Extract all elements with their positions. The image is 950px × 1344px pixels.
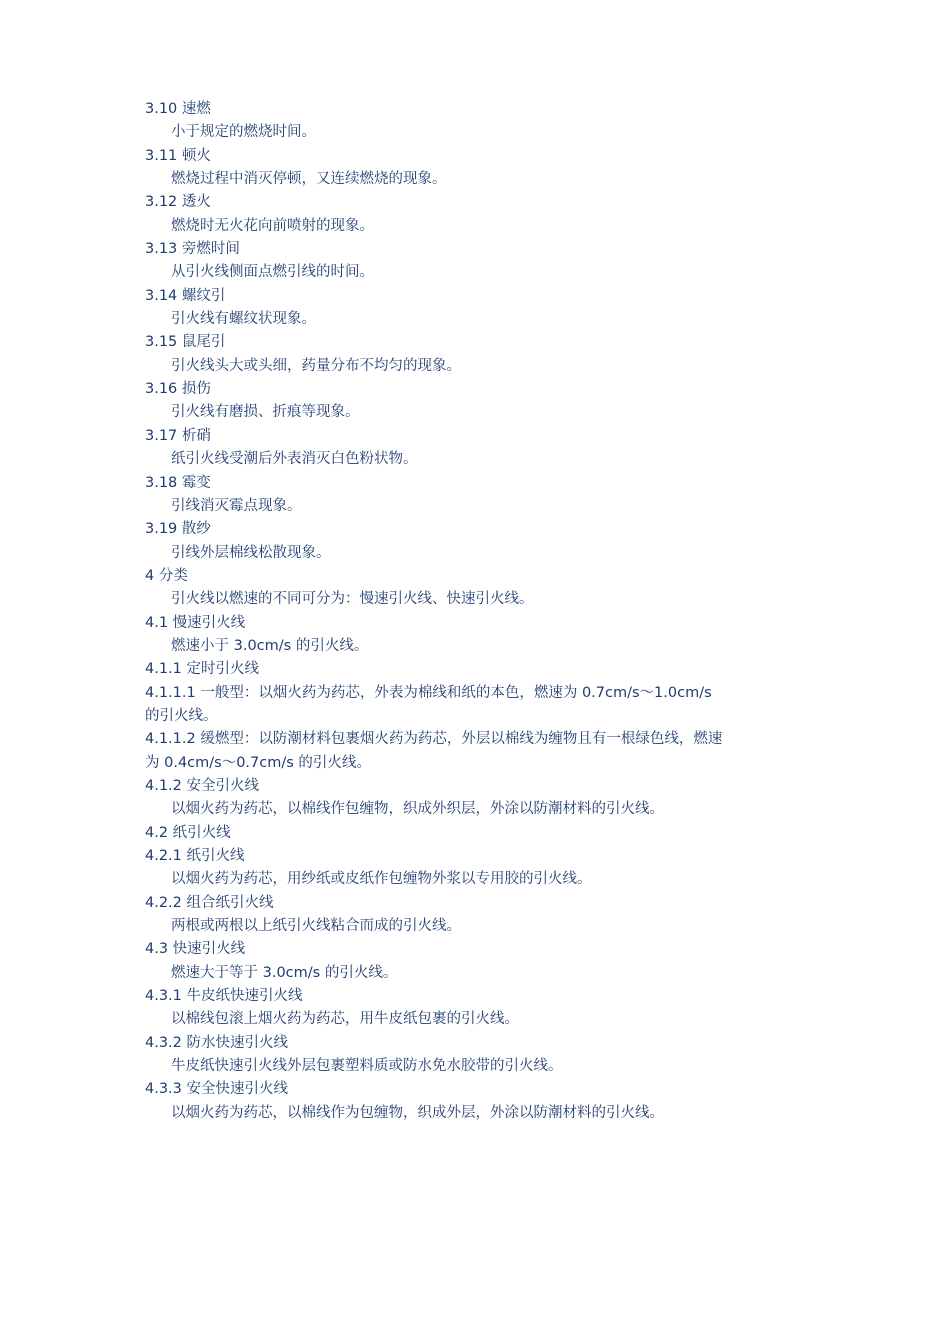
section-heading: 3.15 鼠尾引 bbox=[145, 334, 226, 351]
definition-text: 两根或两根以上纸引火线粘合而成的引火线。 bbox=[171, 918, 461, 935]
definition-text: 燃速大于等于 3.0cm/s 的引火线。 bbox=[171, 964, 398, 981]
section-heading: 4.1.1.1 一般型：以烟火药为药芯，外表为棉线和纸的本色，燃速为 0.7cm/s～1.0cm/s bbox=[145, 684, 712, 701]
definition-text: 引线消灭霉点现象。 bbox=[171, 497, 302, 514]
section-heading: 4.2.2 组合纸引火线 bbox=[145, 894, 274, 911]
definition-text: 引火线有磨损、折痕等现象。 bbox=[171, 404, 360, 421]
section-heading: 4.3.1 牛皮纸快速引火线 bbox=[145, 988, 303, 1005]
section-heading: 4.2 纸引火线 bbox=[145, 824, 231, 841]
section-heading: 3.12 透火 bbox=[145, 194, 211, 211]
definition-text: 从引火线侧面点燃引线的时间。 bbox=[171, 264, 374, 281]
section-heading: 4.1.1 定时引火线 bbox=[145, 661, 260, 678]
section-heading: 的引火线。 bbox=[145, 707, 218, 724]
section-heading: 3.18 霉变 bbox=[145, 474, 211, 491]
section-heading: 4.3.3 安全快速引火线 bbox=[145, 1081, 289, 1098]
definition-text: 引火线有螺纹状现象。 bbox=[171, 311, 316, 328]
definition-text: 以烟火药为药芯，用纱纸或皮纸作包缠物外浆以专用胶的引火线。 bbox=[171, 871, 592, 888]
section-heading: 4 分类 bbox=[145, 567, 188, 584]
section-heading: 4.1.2 安全引火线 bbox=[145, 777, 260, 794]
definition-text: 燃烧时无火花向前喷射的现象。 bbox=[171, 217, 374, 234]
section-heading: 3.14 螺纹引 bbox=[145, 287, 226, 304]
definition-text: 引火线头大或头细，药量分布不均匀的现象。 bbox=[171, 357, 461, 374]
section-heading: 4.3.2 防水快速引火线 bbox=[145, 1034, 289, 1051]
definition-text: 燃烧过程中消灭停顿，又连续燃烧的现象。 bbox=[171, 171, 447, 188]
section-heading: 3.19 散纱 bbox=[145, 521, 211, 538]
section-heading: 为 0.4cm/s～0.7cm/s 的引火线。 bbox=[145, 754, 371, 771]
document-page bbox=[145, 98, 795, 1125]
definition-text: 纸引火线受潮后外表消灭白色粉状物。 bbox=[171, 451, 418, 468]
section-heading: 4.1 慢速引火线 bbox=[145, 614, 246, 631]
section-heading: 3.10 速燃 bbox=[145, 101, 211, 117]
section-heading: 3.11 顿火 bbox=[145, 147, 211, 164]
definition-text: 引火线以燃速的不同可分为：慢速引火线、快速引火线。 bbox=[171, 591, 534, 608]
section-heading: 4.2.1 纸引火线 bbox=[145, 848, 245, 864]
section-heading: 3.17 析硝 bbox=[145, 427, 211, 444]
definition-text: 燃速小于 3.0cm/s 的引火线。 bbox=[171, 637, 369, 654]
definition-text: 引线外层棉线松散现象。 bbox=[171, 544, 331, 561]
definition-text: 以烟火药为药芯，以棉线作为包缠物，织成外层，外涂以防潮材料的引火线。 bbox=[171, 1104, 664, 1121]
section-heading: 3.13 旁燃时间 bbox=[145, 241, 240, 258]
section-heading: 3.16 损伤 bbox=[145, 381, 211, 398]
definition-text: 以烟火药为药芯，以棉线作包缠物，织成外织层，外涂以防潮材料的引火线。 bbox=[171, 801, 664, 818]
section-heading: 4.1.1.2 缓燃型：以防潮材料包裹烟火药为药芯，外层以棉线为缠物且有一根绿色线，燃速 bbox=[145, 731, 723, 748]
definition-text: 小于规定的燃烧时间。 bbox=[171, 124, 316, 141]
section-heading: 4.3 快速引火线 bbox=[145, 941, 246, 958]
definition-text: 以棉线包滚上烟火药为药芯，用牛皮纸包裹的引火线。 bbox=[171, 1011, 519, 1028]
definition-text: 牛皮纸快速引火线外层包裹塑料质或防水免水胶带的引火线。 bbox=[171, 1058, 563, 1075]
